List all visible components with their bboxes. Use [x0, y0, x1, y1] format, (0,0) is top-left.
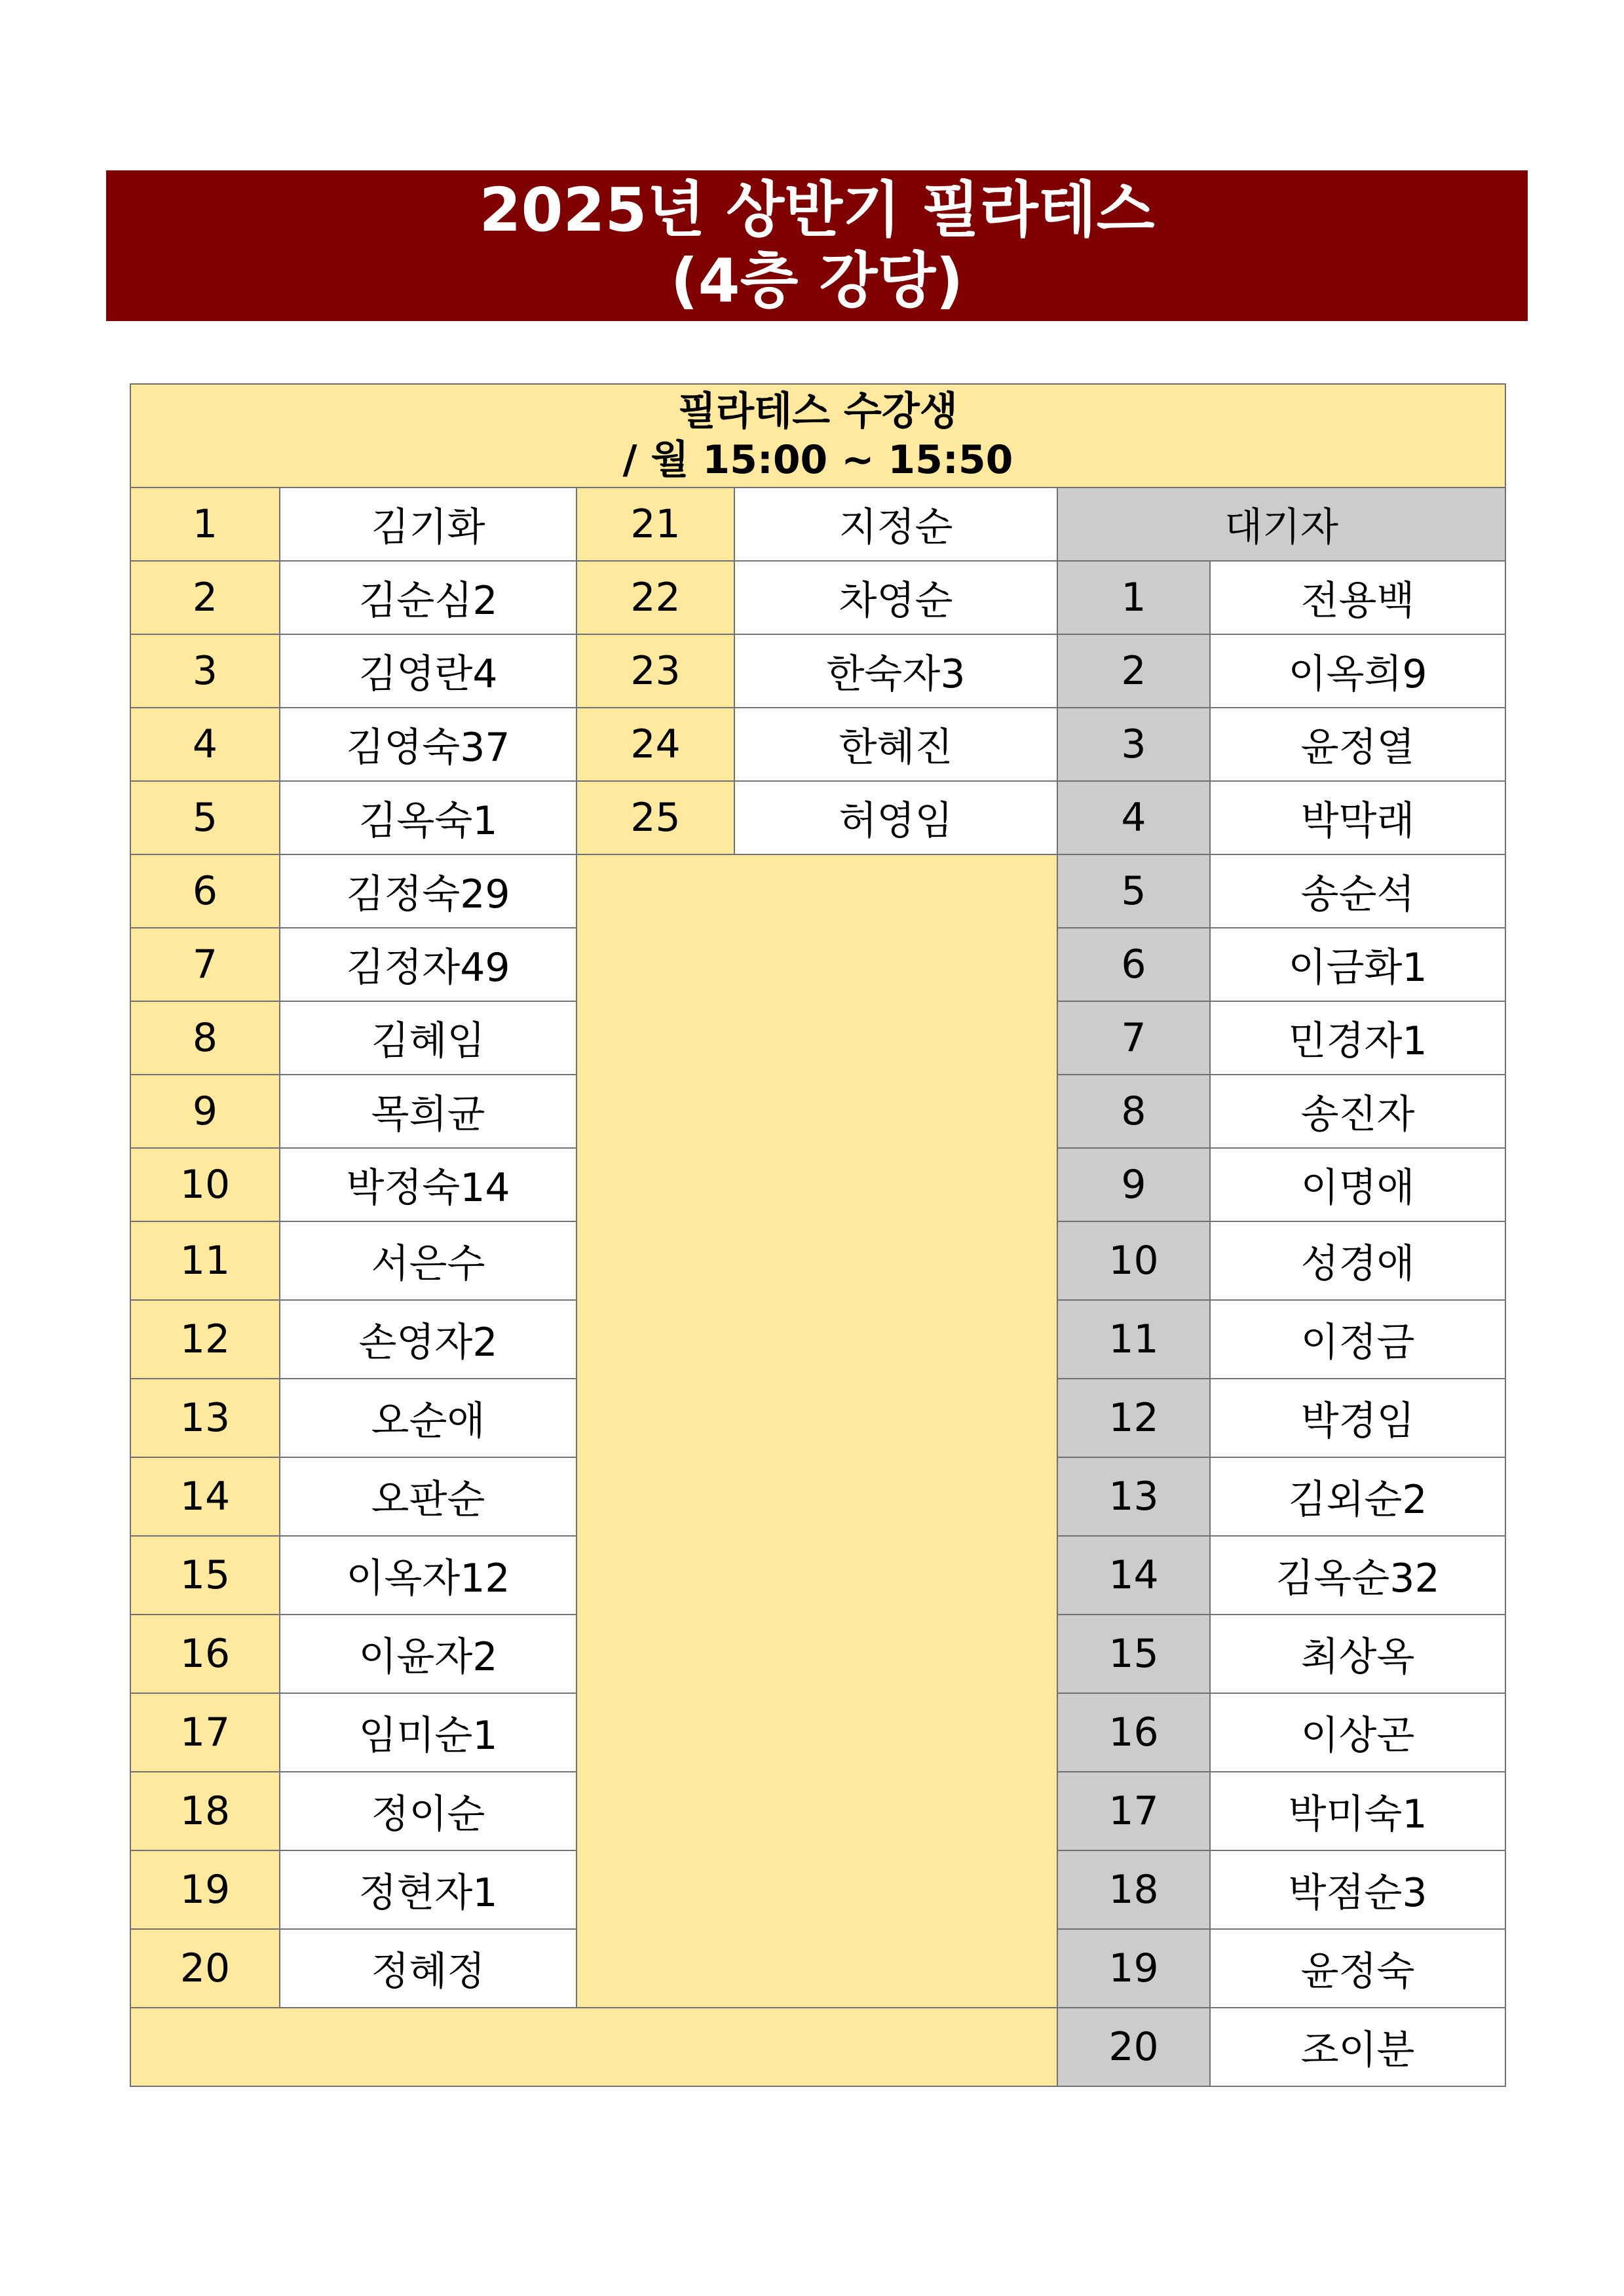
- waitlist-name: 김옥순32: [1210, 1536, 1505, 1615]
- empty-block: [576, 854, 1057, 2008]
- table-header: [130, 384, 1505, 488]
- student-number: 16: [130, 1615, 280, 1693]
- student-name: 서은수: [280, 1221, 576, 1300]
- waitlist-number: 10: [1057, 1221, 1210, 1300]
- student-name: 이옥자12: [280, 1536, 576, 1615]
- student-number: 5: [130, 781, 280, 854]
- student-name: 김정자49: [280, 928, 576, 1001]
- waitlist-name: 박미숙1: [1210, 1772, 1505, 1850]
- waitlist-name: 이명애: [1210, 1148, 1505, 1221]
- waitlist-number: 3: [1057, 708, 1210, 781]
- student-name: 한혜진: [734, 708, 1057, 781]
- waitlist-name: 송진자: [1210, 1075, 1505, 1148]
- waitlist-number: 19: [1057, 1929, 1210, 2008]
- waitlist-name: 전용백: [1210, 561, 1505, 634]
- waitlist-name: 송순석: [1210, 854, 1505, 928]
- waitlist-number: 4: [1057, 781, 1210, 854]
- student-name: 오판순: [280, 1457, 576, 1536]
- student-number: 12: [130, 1300, 280, 1379]
- student-name: 이윤자2: [280, 1615, 576, 1693]
- student-number: 8: [130, 1001, 280, 1075]
- waitlist-name: 윤정열: [1210, 708, 1505, 781]
- roster-table: [130, 383, 1506, 2087]
- waitlist-number: 15: [1057, 1615, 1210, 1693]
- student-number: 20: [130, 1929, 280, 2008]
- student-name: 박정숙14: [280, 1148, 576, 1221]
- student-name: 김순심2: [280, 561, 576, 634]
- waitlist-number: 1: [1057, 561, 1210, 634]
- table-header-title: 필라테스 수강생: [678, 389, 958, 434]
- student-name: 목희균: [280, 1075, 576, 1148]
- student-number: 19: [130, 1850, 280, 1929]
- student-name: 김혜임: [280, 1001, 576, 1075]
- waitlist-number: 2: [1057, 634, 1210, 708]
- student-name: 김영숙37: [280, 708, 576, 781]
- title-line-1: 2025년 상반기 필라테스: [479, 175, 1155, 245]
- student-name: 정혜정: [280, 1929, 576, 2008]
- waitlist-number: 7: [1057, 1001, 1210, 1075]
- student-name: 김기화: [280, 488, 576, 561]
- waitlist-name: 박점순3: [1210, 1850, 1505, 1929]
- waitlist-number: 20: [1057, 2008, 1210, 2086]
- student-number: 23: [576, 634, 734, 708]
- table-row: [130, 854, 1505, 928]
- table-row: [130, 781, 1505, 854]
- student-number: 10: [130, 1148, 280, 1221]
- table-header-schedule: / 월 15:00 ~ 15:50: [622, 437, 1013, 483]
- student-number: 9: [130, 1075, 280, 1148]
- waitlist-name: 최상옥: [1210, 1615, 1505, 1693]
- student-name: 차영순: [734, 561, 1057, 634]
- table-row: [130, 561, 1505, 634]
- student-name: 임미순1: [280, 1693, 576, 1772]
- student-number: 22: [576, 561, 734, 634]
- waitlist-header: 대기자: [1057, 488, 1505, 561]
- waitlist-number: 16: [1057, 1693, 1210, 1772]
- student-number: 6: [130, 854, 280, 928]
- student-number: 25: [576, 781, 734, 854]
- waitlist-number: 9: [1057, 1148, 1210, 1221]
- student-number: 2: [130, 561, 280, 634]
- student-name: 김옥숙1: [280, 781, 576, 854]
- waitlist-number: 18: [1057, 1850, 1210, 1929]
- waitlist-number: 17: [1057, 1772, 1210, 1850]
- student-name: 오순애: [280, 1379, 576, 1457]
- student-number: 24: [576, 708, 734, 781]
- waitlist-name: 성경애: [1210, 1221, 1505, 1300]
- waitlist-number: 8: [1057, 1075, 1210, 1148]
- waitlist-number: 5: [1057, 854, 1210, 928]
- student-number: 18: [130, 1772, 280, 1850]
- student-name: 정현자1: [280, 1850, 576, 1929]
- waitlist-name: 이정금: [1210, 1300, 1505, 1379]
- student-number: 17: [130, 1693, 280, 1772]
- student-name: 정이순: [280, 1772, 576, 1850]
- student-name: 지정순: [734, 488, 1057, 561]
- title-banner: [106, 170, 1528, 321]
- waitlist-name: 조이분: [1210, 2008, 1505, 2086]
- waitlist-number: 12: [1057, 1379, 1210, 1457]
- waitlist-name: 이상곤: [1210, 1693, 1505, 1772]
- waitlist-name: 윤정숙: [1210, 1929, 1505, 2008]
- waitlist-name: 박경임: [1210, 1379, 1505, 1457]
- student-name: 김정숙29: [280, 854, 576, 928]
- waitlist-number: 11: [1057, 1300, 1210, 1379]
- waitlist-number: 14: [1057, 1536, 1210, 1615]
- student-name: 김영란4: [280, 634, 576, 708]
- waitlist-name: 민경자1: [1210, 1001, 1505, 1075]
- student-number: 7: [130, 928, 280, 1001]
- student-number: 4: [130, 708, 280, 781]
- student-number: 21: [576, 488, 734, 561]
- waitlist-name: 이옥희9: [1210, 634, 1505, 708]
- table-row: [130, 488, 1505, 561]
- student-number: 3: [130, 634, 280, 708]
- waitlist-number: 13: [1057, 1457, 1210, 1536]
- student-number: 11: [130, 1221, 280, 1300]
- empty-block-bottom: [130, 2008, 1057, 2086]
- student-number: 14: [130, 1457, 280, 1536]
- table-row: [130, 708, 1505, 781]
- waitlist-name: 김외순2: [1210, 1457, 1505, 1536]
- waitlist-number: 6: [1057, 928, 1210, 1001]
- student-number: 1: [130, 488, 280, 561]
- title-line-2: (4층 강당): [670, 246, 964, 316]
- table-row: [130, 634, 1505, 708]
- waitlist-name: 박막래: [1210, 781, 1505, 854]
- student-number: 15: [130, 1536, 280, 1615]
- waitlist-name: 이금화1: [1210, 928, 1505, 1001]
- student-name: 손영자2: [280, 1300, 576, 1379]
- student-name: 한숙자3: [734, 634, 1057, 708]
- table-row: [130, 2008, 1505, 2086]
- student-name: 허영임: [734, 781, 1057, 854]
- student-number: 13: [130, 1379, 280, 1457]
